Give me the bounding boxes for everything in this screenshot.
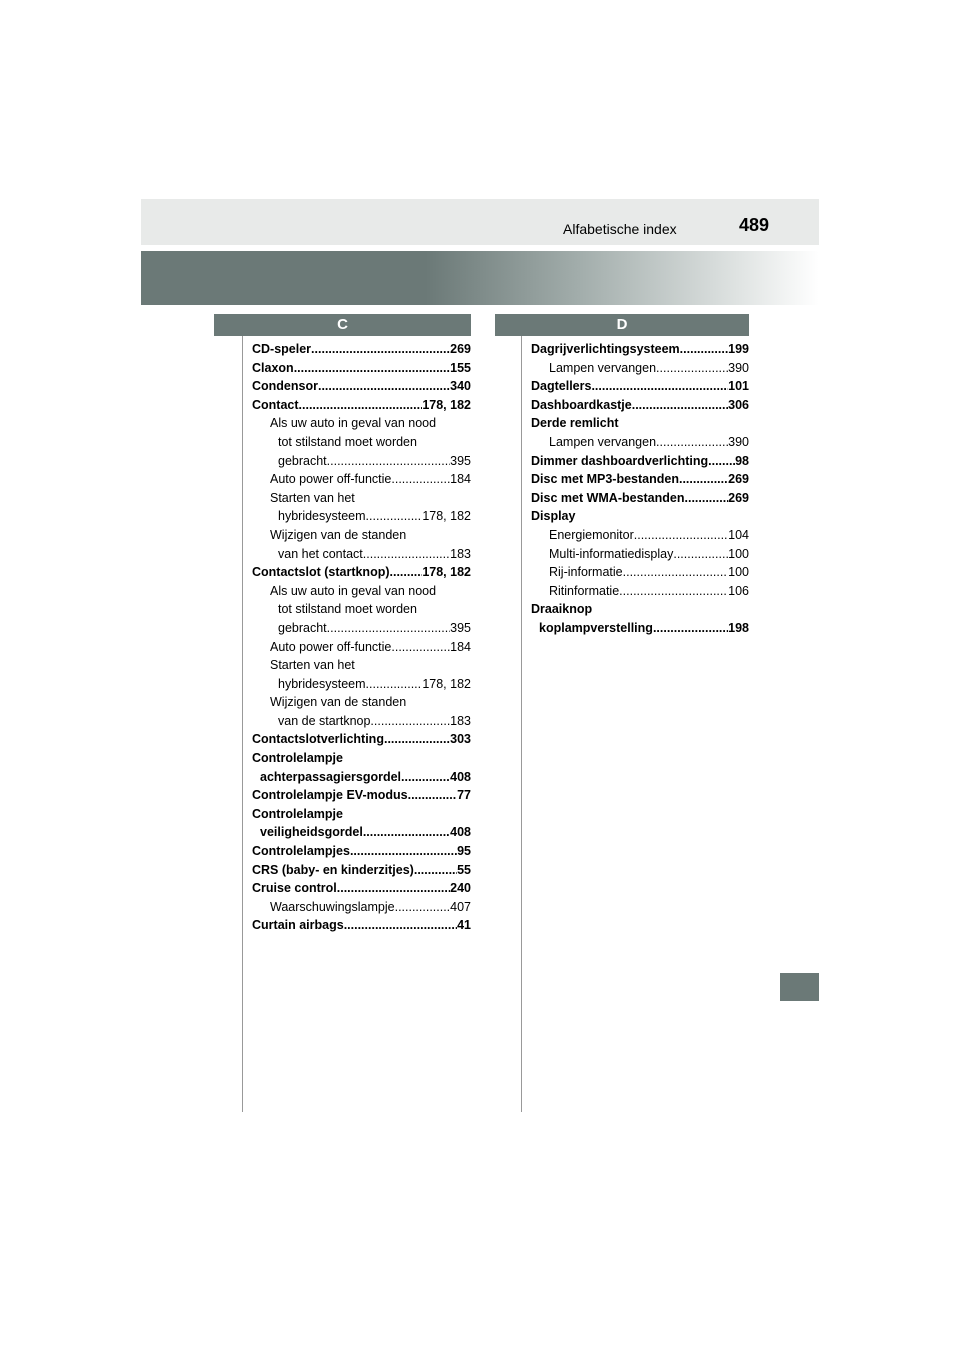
- index-entry: [531, 489, 749, 508]
- entry-page: 178, 182: [422, 397, 471, 412]
- entry-label: Energiemonitor: [549, 527, 634, 542]
- entry-page: 77: [457, 788, 471, 803]
- entry-label: tot stilstand moet worden: [278, 434, 417, 449]
- index-entry: [252, 563, 471, 582]
- index-entry: [252, 916, 471, 935]
- entry-page: 395: [450, 620, 471, 635]
- index-entry: [252, 749, 471, 768]
- entry-label: van de startknop: [278, 713, 371, 728]
- entry-page: 178, 182: [422, 509, 471, 524]
- dot-leader: [391, 638, 450, 657]
- index-entry: [531, 582, 749, 601]
- index-entry: [531, 359, 749, 378]
- entry-label: gebracht: [278, 620, 327, 635]
- entry-page: 98: [735, 453, 749, 468]
- index-column-c: [252, 340, 471, 935]
- index-entry: [252, 638, 471, 657]
- entry-label: Contactslot (startknop): [252, 565, 390, 580]
- dot-leader: [708, 452, 735, 471]
- dot-leader: [311, 340, 450, 359]
- entry-label: Disc met WMA-bestanden: [531, 490, 685, 505]
- index-entry: [531, 507, 749, 526]
- entry-page: 408: [450, 769, 471, 784]
- index-entry: [252, 340, 471, 359]
- index-entry: [531, 545, 749, 564]
- entry-label: Controlelampje: [252, 806, 343, 821]
- dot-leader: [685, 489, 729, 508]
- chapter-tab: [780, 973, 819, 1001]
- index-entry: [531, 396, 749, 415]
- entry-label: Contact: [252, 397, 299, 412]
- index-entry: [252, 396, 471, 415]
- entry-label: Lampen vervangen: [549, 434, 657, 449]
- dot-leader: [653, 619, 728, 638]
- entry-label: CD-speler: [252, 342, 312, 356]
- dot-leader: [294, 359, 450, 378]
- index-entry: [252, 470, 471, 489]
- index-entry: [252, 526, 471, 545]
- entry-label: Dimmer dashboardverlichting: [531, 453, 709, 468]
- dot-leader: [401, 768, 450, 787]
- dot-leader: [680, 340, 728, 359]
- index-entry: [531, 452, 749, 471]
- dot-leader: [337, 879, 450, 898]
- decorative-band: [141, 251, 819, 305]
- dot-leader: [363, 545, 450, 564]
- entry-label: CRS (baby- en kinderzitjes): [252, 862, 414, 877]
- index-entry: [531, 600, 749, 619]
- index-entry: [252, 823, 471, 842]
- entry-page: 178, 182: [422, 565, 471, 580]
- dot-leader: [395, 898, 451, 917]
- entry-page: 269: [728, 472, 749, 487]
- section-heading-d: D: [495, 314, 749, 336]
- index-entry: [531, 414, 749, 433]
- entry-page: 184: [450, 472, 471, 487]
- index-entry: [252, 433, 471, 452]
- entry-page: 100: [728, 565, 749, 580]
- entry-label: Dagrijverlichtingsysteem: [531, 342, 680, 356]
- entry-page: 183: [450, 546, 471, 561]
- dot-leader: [384, 730, 450, 749]
- entry-page: 340: [450, 379, 471, 394]
- index-entry: [252, 898, 471, 917]
- column-rule-c: [242, 336, 243, 1112]
- entry-page: 306: [728, 397, 749, 412]
- entry-page: 199: [728, 342, 749, 356]
- entry-page: 178, 182: [422, 676, 471, 691]
- entry-label: Starten van het: [270, 490, 355, 505]
- index-entry: [531, 563, 749, 582]
- entry-label: Als uw auto in geval van nood: [270, 416, 437, 431]
- index-entry: [252, 786, 471, 805]
- dot-leader: [370, 712, 450, 731]
- entry-page: 390: [728, 434, 749, 449]
- entry-page: 407: [450, 899, 471, 914]
- entry-label: Condensor: [252, 379, 318, 394]
- index-entry: [531, 433, 749, 452]
- index-entry: [531, 619, 749, 638]
- index-entry: [252, 545, 471, 564]
- dot-leader: [408, 786, 458, 805]
- dot-leader: [619, 582, 728, 601]
- entry-label: Lampen vervangen: [549, 360, 657, 375]
- entry-label: achterpassagiersgordel: [260, 769, 402, 784]
- entry-label: Multi-informatiedisplay: [549, 546, 674, 561]
- entry-label: Claxon: [252, 360, 294, 375]
- entry-page: 240: [450, 881, 471, 896]
- entry-label: hybridesysteem: [278, 676, 366, 691]
- entry-page: 183: [450, 713, 471, 728]
- entry-label: Auto power off-functie: [270, 639, 392, 654]
- entry-page: 95: [457, 844, 471, 859]
- dot-leader: [673, 545, 728, 564]
- dot-leader: [679, 470, 728, 489]
- entry-label: Cruise control: [252, 881, 337, 896]
- entry-label: Contactslotverlichting: [252, 732, 384, 747]
- index-entry: [252, 805, 471, 824]
- dot-leader: [344, 916, 457, 935]
- entry-page: 303: [450, 732, 471, 747]
- entry-label: Starten van het: [270, 658, 355, 673]
- dot-leader: [366, 507, 423, 526]
- entry-label: Draaiknop: [531, 602, 593, 617]
- index-entry: [531, 470, 749, 489]
- entry-page: 106: [728, 583, 749, 598]
- index-entry: [252, 507, 471, 526]
- dot-leader: [656, 359, 728, 378]
- header-bar: [141, 199, 819, 245]
- dot-leader: [390, 563, 423, 582]
- entry-label: van het contact: [278, 546, 363, 561]
- entry-label: Ritinformatie: [549, 583, 620, 598]
- entry-page: 390: [728, 360, 749, 375]
- dot-leader: [318, 377, 450, 396]
- entry-label: tot stilstand moet worden: [278, 602, 417, 617]
- entry-label: Display: [531, 509, 576, 524]
- index-entry: [252, 600, 471, 619]
- index-entry: [531, 526, 749, 545]
- page-number: 489: [739, 215, 770, 235]
- dot-leader: [656, 433, 728, 452]
- dot-leader: [391, 470, 450, 489]
- entry-label: Waarschuwingslampje: [270, 899, 395, 914]
- entry-page: 155: [450, 360, 471, 375]
- dot-leader: [299, 396, 423, 415]
- index-entry: [252, 619, 471, 638]
- index-entry: [252, 452, 471, 471]
- index-entry: [252, 675, 471, 694]
- index-entry: [252, 768, 471, 787]
- dot-leader: [414, 861, 457, 880]
- entry-label: Controlelampje EV-modus: [252, 788, 408, 803]
- entry-page: 269: [450, 342, 471, 356]
- column-rule-d: [521, 336, 522, 1112]
- index-entry: [252, 693, 471, 712]
- entry-label: Controlelampjes: [252, 844, 350, 859]
- dot-leader: [327, 452, 450, 471]
- index-entry: [252, 879, 471, 898]
- entry-label: Controlelampje: [252, 751, 343, 766]
- entry-label: veiligheidsgordel: [260, 825, 363, 840]
- entry-label: Dagtellers: [531, 379, 592, 394]
- index-entry: [252, 656, 471, 675]
- dot-leader: [632, 396, 728, 415]
- index-entry: [531, 377, 749, 396]
- dot-leader: [366, 675, 423, 694]
- entry-label: Derde remlicht: [531, 416, 619, 431]
- entry-page: 408: [450, 825, 471, 840]
- entry-label: Wijzigen van de standen: [270, 695, 407, 710]
- dot-leader: [634, 526, 728, 545]
- index-entry: [252, 489, 471, 508]
- dot-leader: [623, 563, 729, 582]
- section-heading-c: C: [214, 314, 471, 336]
- index-entry: [252, 582, 471, 601]
- entry-page: 100: [728, 546, 749, 561]
- dot-leader: [327, 619, 450, 638]
- entry-label: Curtain airbags: [252, 918, 344, 933]
- entry-page: 198: [728, 620, 749, 635]
- entry-label: Als uw auto in geval van nood: [270, 583, 437, 598]
- entry-page: 101: [728, 379, 749, 394]
- index-entry: [252, 377, 471, 396]
- entry-label: Dashboardkastje: [531, 397, 632, 412]
- entry-page: 55: [457, 862, 471, 877]
- index-entry: [252, 414, 471, 433]
- index-entry: [531, 340, 749, 359]
- dot-leader: [350, 842, 457, 861]
- entry-label: Wijzigen van de standen: [270, 527, 407, 542]
- index-entry: [252, 730, 471, 749]
- entry-page: 184: [450, 639, 471, 654]
- page-title: Alfabetische index: [563, 221, 677, 237]
- entry-label: Auto power off-functie: [270, 472, 392, 487]
- entry-label: Rij-informatie: [549, 565, 623, 580]
- entry-label: koplampverstelling: [539, 620, 653, 635]
- entry-page: 104: [728, 527, 749, 542]
- index-entry: [252, 712, 471, 731]
- index-entry: [252, 842, 471, 861]
- entry-page: 395: [450, 453, 471, 468]
- index-entry: [252, 861, 471, 880]
- entry-label: gebracht: [278, 453, 327, 468]
- index-entry: [252, 359, 471, 378]
- dot-leader: [591, 377, 728, 396]
- dot-leader: [363, 823, 450, 842]
- entry-label: hybridesysteem: [278, 509, 366, 524]
- index-column-d: [531, 340, 749, 638]
- entry-page: 269: [728, 490, 749, 505]
- entry-label: Disc met MP3-bestanden: [531, 472, 679, 487]
- entry-page: 41: [457, 918, 471, 933]
